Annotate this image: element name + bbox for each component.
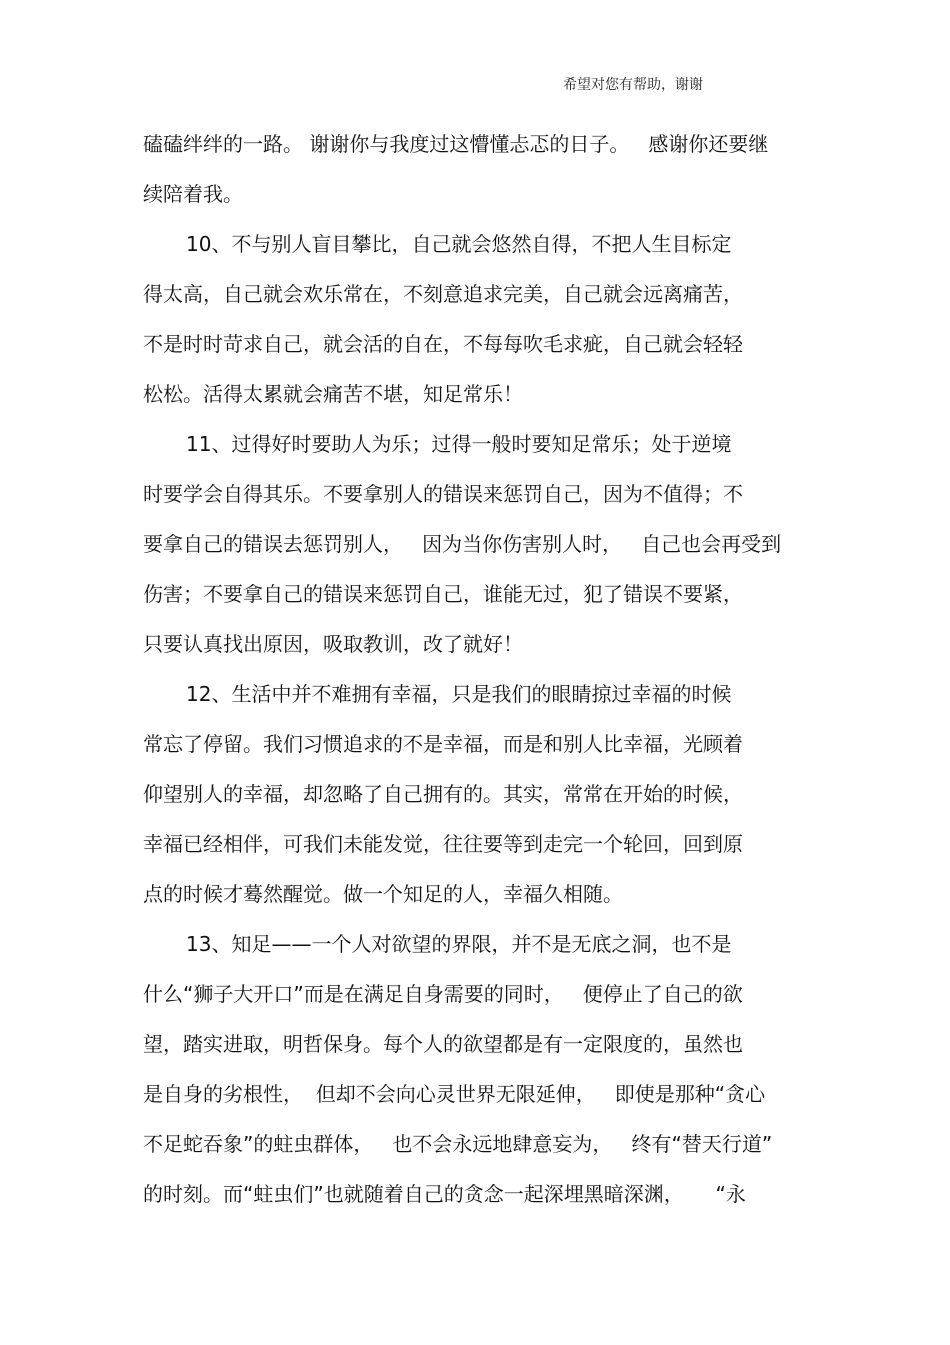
text-line: 松松。活得太累就会痛苦不堪，知足常乐！ (143, 382, 523, 406)
text-line: 望，踏实进取，明哲保身。每个人的欲望都是有一定限度的，虽然也 (143, 1032, 743, 1056)
text-line: 不是时时苛求自己，就会活的自在，不每每吹毛求疵，自己就会轻轻 (143, 332, 743, 356)
paragraph-11-start: 11、过得好时要助人为乐；过得一般时要知足常乐；处于逆境 (186, 432, 732, 456)
text-line: 伤害；不要拿自己的错误来惩罚自己，谁能无过，犯了错误不要紧， (143, 582, 743, 606)
paragraph-10-start: 10、不与别人盲目攀比，自己就会悠然自得，不把人生目标定 (186, 232, 732, 256)
text-line: 要拿自己的错误去惩罚别人， 因为当你伤害别人时， 自己也会再受到 (143, 532, 782, 556)
text-line: 只要认真找出原因，吸取教训，改了就好！ (143, 632, 523, 656)
text-line: 得太高，自己就会欢乐常在，不刻意追求完美，自己就会远离痛苦， (143, 282, 743, 306)
text-line: 时要学会自得其乐。不要拿别人的错误来惩罚自己，因为不值得；不 (143, 482, 743, 506)
page-header: 希望对您有帮助，谢谢 (563, 77, 703, 93)
text-line: 仰望别人的幸福，却忽略了自己拥有的。其实，常常在开始的时候， (143, 782, 743, 806)
text-line: 幸福已经相伴，可我们未能发觉，往往要等到走完一个轮回，回到原 (143, 832, 743, 856)
text-line: 什么“狮子大开口”而是在满足自身需要的同时， 便停止了自己的欲 (143, 982, 743, 1006)
text-line: 续陪着我。 (143, 182, 243, 206)
text-line: 点的时候才蓦然醒觉。做一个知足的人，幸福久相随。 (143, 882, 623, 906)
paragraph-13-start: 13、知足——一个人对欲望的界限，并不是无底之洞，也不是 (186, 932, 732, 956)
text-line: 不足蛇吞象”的蛀虫群体， 也不会永远地肆意妄为， 终有“替天行道” (143, 1132, 773, 1156)
text-line: 常忘了停留。我们习惯追求的不是幸福，而是和别人比幸福，光顾着 (143, 732, 743, 756)
text-line: 磕磕绊绊的一路。 谢谢你与我度过这懵懂忐忑的日子。 感谢你还要继 (143, 132, 769, 156)
text-line: 是自身的劣根性， 但却不会向心灵世界无限延伸， 即使是那种“贪心 (143, 1082, 766, 1106)
text-line: 的时刻。而“蛀虫们”也就随着自己的贪念一起深埋黑暗深渊， “永 (143, 1182, 746, 1206)
paragraph-12-start: 12、生活中并不难拥有幸福，只是我们的眼睛掠过幸福的时候 (186, 682, 732, 706)
